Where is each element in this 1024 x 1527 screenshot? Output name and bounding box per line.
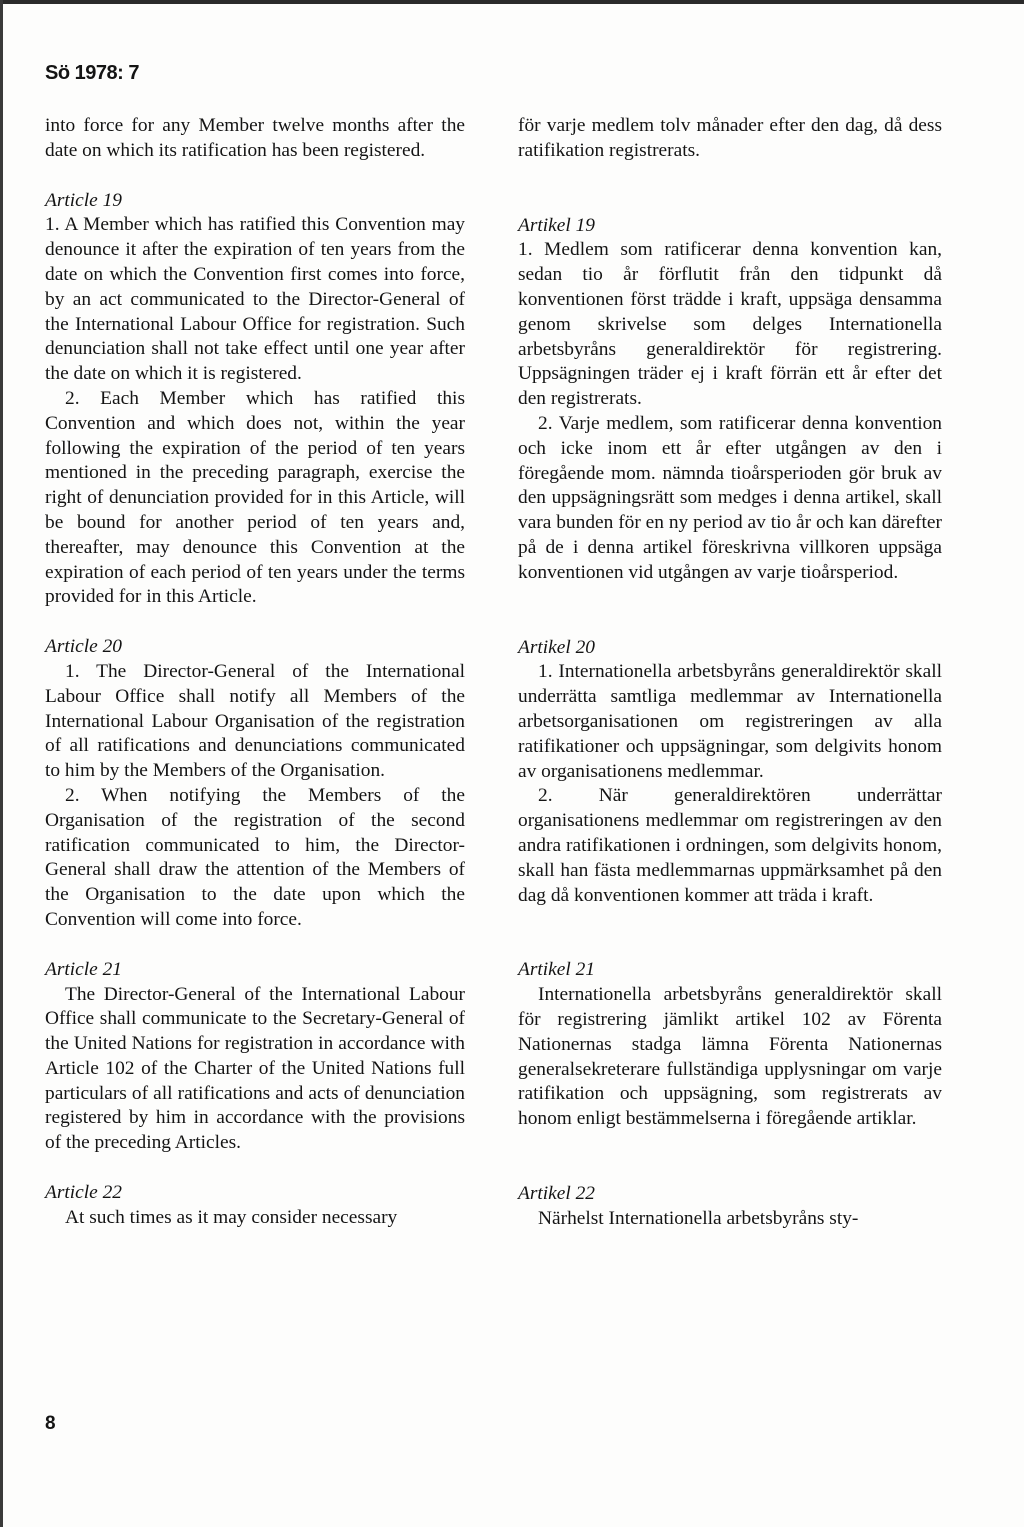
- english-intro: into force for any Member twelve months after the date on which its ratification has been registered.: [45, 115, 465, 161]
- scan-edge-left: [0, 0, 3, 1527]
- english-column: [45, 114, 465, 1231]
- swedish-article-20-heading: Artikel 20: [518, 636, 596, 658]
- english-article-21-heading: Article 21: [45, 958, 123, 980]
- english-article-21-para-1: The Director-General of the International Labour Office shall communicate to the Secretary-General of the United Nations for registration in accordance with Article 102 of the Charter of the United Nations full particulars of all ratifications and acts of denunciation registered by him in accordance with the provisions of the preceding Articles.: [45, 983, 465, 1154]
- english-article-20-heading: Article 20: [45, 636, 123, 658]
- swedish-article-22-para-1: Närhelst Internationella arbetsbyråns sty-: [538, 1207, 859, 1229]
- swedish-article-21-para-1: Internationella arbetsbyråns generaldirektör skall för registrering jämlikt artikel 102 av Förenta Nationernas stadga lämna Förenta Nationernas generalsekreterare fullständiga upplysningar om varje ratifikation och uppsägning, som registrerats av honom enligt bestämmelserna i föregående artiklar.: [518, 984, 942, 1130]
- swedish-article-20-para-2: 2. När generaldirektören underrättar organisationens medlemmar om registreringen av den andra ratifikationen i ordningen, som delgivits honom, skall han fästa medlemmarnas uppmärksamhet på den dag då konventionen kommer att träda i kraft.: [518, 785, 942, 906]
- swedish-article-20-para-1: 1. Internationella arbetsbyråns generaldirektör skall underrätta samtliga medlemmar av Internationella arbetsorganisationen om registreringen av alla ratifikationer och uppsägningar, som delgivits honom av organisationens medlemmar.: [518, 661, 942, 782]
- scan-edge-top: [0, 0, 1024, 4]
- swedish-column: [518, 114, 942, 1231]
- english-article-20-para-1: 1. The Director-General of the International Labour Office shall notify all Members of the International Labour Organisation of the registration of all ratifications and denunciations communicated to him by the Members of the Organisation.: [45, 660, 465, 782]
- english-article-22-heading: Article 22: [45, 1182, 123, 1204]
- swedish-article-19-para-2: 2. Varje medlem, som ratificerar denna konvention och icke inom ett år efter utgången av den i föregående mom. nämnda tioårsperioden gör bruk av den uppsägningsrätt som medges i denna artikel, skall vara bunden för en ny period av tio år och kan därefter på de i denna artikel föreskrivna villkoren uppsäga konventionen vid utgången av varje tioårsperiod.: [518, 412, 942, 583]
- english-article-19-para-1: 1. A Member which has ratified this Convention may denounce it after the expiration of ten years from the date on which the Convention first comes into force, by an act communicated to the Director-General of the International Labour Office for registration. Such denunciation shall not take effect until one year after the date on which it is registered.: [45, 214, 465, 385]
- swedish-article-22-heading: Artikel 22: [518, 1182, 596, 1204]
- swedish-article-19-heading: Artikel 19: [518, 214, 596, 236]
- swedish-intro: för varje medlem tolv månader efter den dag, då dess ratifikation registrerats.: [518, 115, 942, 161]
- english-article-19-heading: Article 19: [45, 189, 123, 211]
- page-number: 8: [45, 1413, 56, 1434]
- swedish-article-21-heading: Artikel 21: [518, 959, 596, 981]
- english-article-19-para-2: 2. Each Member which has ratified this Convention and which does not, within the year following the expiration of the period of ten years mentioned in the preceding paragraph, exercise the right of denunciation provided for in this Article, will be bound for another period of ten years and, thereafter, may denounce this Convention at the expiration of each period of ten years under the terms provided for in this Article.: [45, 387, 465, 608]
- english-article-22-para-1: At such times as it may consider necessary: [65, 1206, 398, 1228]
- english-article-20-para-2: 2. When notifying the Members of the Organisation of the registration of the second ratification communicated to him, the Director-General shall draw the attention of the Members of the Organisation to the date upon which the Convention will come into force.: [45, 784, 465, 930]
- page-header: Sö 1978: 7: [45, 62, 139, 84]
- swedish-article-19-para-1: 1. Medlem som ratificerar denna konvention kan, sedan tio år förflutit från den tidpunkt då konventionen först trädde i kraft, uppsäga densamma genom skrivelse som delges Internationella arbetsbyråns generaldirektör för registrering. Uppsägningen träder ej i kraft förrän ett år efter det den registrerats.: [518, 239, 942, 410]
